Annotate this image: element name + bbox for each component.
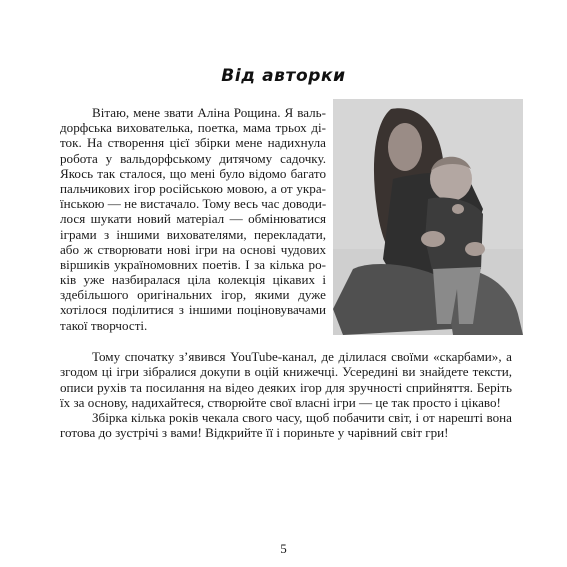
intro-line: віршиків україномовних поетів. І за кілька ро-	[60, 256, 326, 272]
intro-line: їнською — не вистачало. Тому весь час доводи-	[60, 196, 327, 212]
intro-line: дорфська вихователька, поетка, мама трьох ді-	[60, 120, 326, 136]
intro-line: хотілося поділитися з іншими поціновувачами	[60, 302, 326, 318]
intro-line: такої творчості.	[60, 317, 148, 333]
body-line: згодом ці ігри зібралися докупи в оцій книжечці. Усередині ви знайдете тексти,	[60, 364, 512, 380]
page-title: Від авторки	[221, 66, 346, 86]
intro-line: пальчикових ігор російською мовою, а от укра-	[60, 180, 326, 196]
body-line: їх за основу, надихайтеся, створюйте свої власні ігри — це так просто і цікаво!	[60, 394, 501, 410]
body-line: описи рухів та посилання на відео деяких ігор для зручності сприйняття. Беріть	[60, 379, 512, 395]
body-paragraphs	[60, 349, 512, 441]
intro-paragraph	[60, 105, 326, 333]
intro-line: або ж створювати нові ігри на основі чудових	[60, 241, 326, 257]
intro-line: іграми з іншими вихователями, перекладати,	[60, 226, 326, 242]
author-photo	[333, 99, 523, 335]
body-line: Тому спочатку з’явився YouTube-канал, де ділилася своїми «скарбами», а	[92, 349, 512, 364]
intro-line: ток. На створення цієї збірки мене надихнула	[60, 135, 326, 151]
page-number: 5	[280, 541, 287, 556]
intro-line: Якось так сталося, що мені було відомо багато	[60, 165, 326, 181]
intro-line: робота у вальдорфському дитячому садочку.	[60, 150, 326, 166]
body-line: Збірка кілька років чекала свого часу, щоб побачити світ, і от нарешті вона	[92, 410, 512, 426]
intro-line: здебільшого оригінальних ігор, якими дуже	[60, 287, 326, 303]
intro-line: Вітаю, мене звати Аліна Рощина. Я валь-	[92, 105, 326, 120]
intro-line: ків уже назбиралася ціла колекція цікавих і	[60, 272, 326, 288]
body-line: готова до зустрічі з вами! Відкрийте її і пориньте у чарівний світ гри!	[60, 425, 449, 441]
intro-line: лося шукати новий матеріал — обмінюватися	[60, 211, 326, 227]
